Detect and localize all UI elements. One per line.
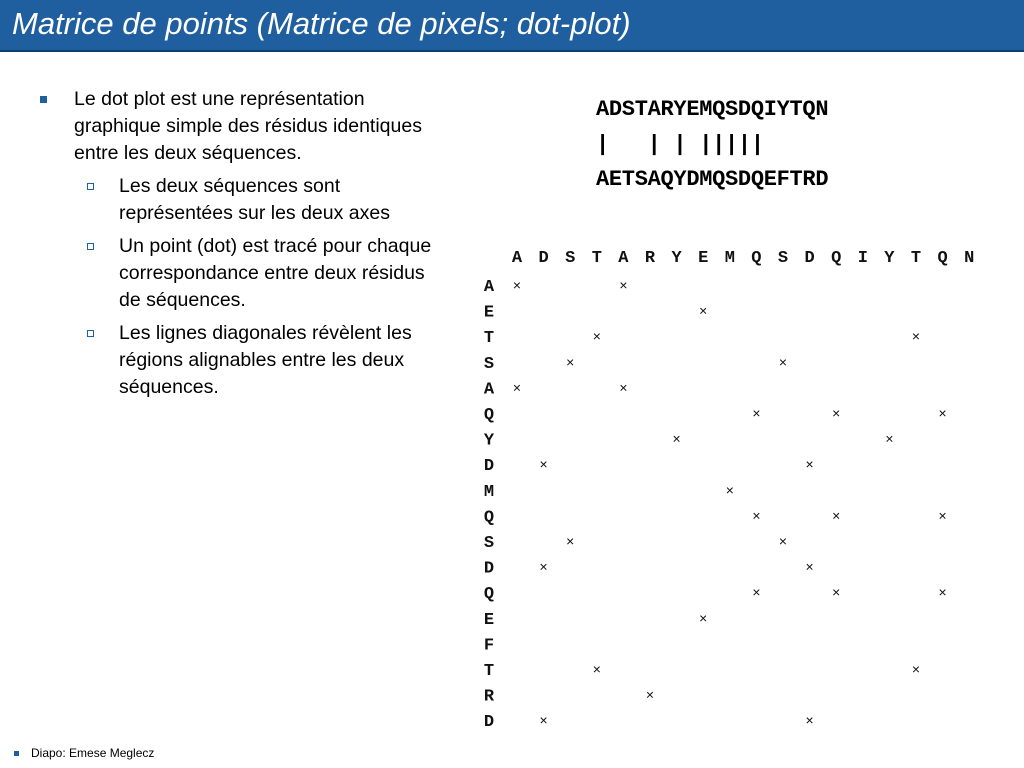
- sub-bullet-1: [36, 173, 436, 227]
- alignment-seq1: ADSTARYEMQSDQIYTQN: [596, 97, 829, 122]
- row-label: Y: [483, 431, 495, 451]
- row-label: E: [483, 303, 495, 323]
- sequence-alignment: [596, 92, 828, 197]
- column-label: T: [910, 249, 922, 268]
- column-label: Q: [831, 249, 842, 268]
- row-label: T: [483, 329, 495, 349]
- dot-mark: ×: [778, 535, 788, 551]
- dot-plot-matrix: [470, 240, 990, 735]
- bullet-list: [36, 86, 436, 401]
- row-label: S: [483, 534, 495, 553]
- dot-mark: ×: [698, 304, 708, 321]
- dot-mark: ×: [778, 355, 788, 372]
- dot-mark: ×: [592, 330, 602, 347]
- row-label: A: [483, 278, 495, 297]
- dot-mark: ×: [805, 714, 814, 731]
- dot-mark: ×: [619, 279, 628, 295]
- hollow-square-bullet-icon: [87, 330, 94, 337]
- square-bullet-icon: [14, 751, 19, 756]
- alignment-match-line: | | | |||||: [596, 132, 764, 157]
- dot-mark: ×: [539, 560, 548, 577]
- column-label: D: [804, 249, 815, 268]
- dot-mark: ×: [831, 509, 841, 526]
- dot-mark: ×: [752, 586, 761, 603]
- column-label: I: [857, 249, 868, 268]
- column-label: Q: [937, 249, 948, 268]
- dot-mark: ×: [938, 586, 947, 603]
- dot-mark: ×: [619, 381, 628, 398]
- sub-bullet-text: Les lignes diagonales révèlent les régions alignables entre les deux séquences.: [119, 322, 412, 398]
- column-label: A: [618, 249, 629, 268]
- row-label: Q: [483, 508, 495, 528]
- row-label: Q: [483, 585, 495, 605]
- dot-mark: ×: [725, 483, 735, 500]
- alignment-seq2: AETSAQYDMQSDQEFTRD: [596, 167, 829, 192]
- footer-credit: Diapo: Emese Meglecz: [31, 746, 155, 760]
- square-bullet-icon: [40, 96, 47, 103]
- row-label: D: [483, 457, 495, 477]
- title-bar: [0, 0, 1024, 52]
- row-label: M: [483, 482, 495, 502]
- dot-mark: ×: [911, 330, 921, 347]
- dot-mark: ×: [805, 560, 814, 577]
- footer: [12, 746, 154, 760]
- hollow-square-bullet-icon: [87, 183, 94, 190]
- column-label: S: [565, 249, 576, 268]
- main-bullet-text: Le dot plot est une représentation graphique simple des résidus identiques entre les deux séquences.: [74, 88, 422, 164]
- dot-mark: ×: [752, 407, 761, 423]
- dot-mark: ×: [831, 407, 841, 423]
- dot-mark: ×: [512, 381, 522, 398]
- row-label: E: [483, 610, 495, 630]
- dot-mark: ×: [539, 714, 548, 731]
- dot-mark: ×: [592, 663, 602, 679]
- column-label: S: [777, 249, 789, 268]
- dot-mark: ×: [512, 279, 522, 295]
- row-label: S: [483, 354, 495, 374]
- dot-mark: ×: [938, 509, 947, 526]
- slide-title: Matrice de points (Matrice de pixels; dot-plot): [12, 6, 631, 41]
- row-label: D: [483, 559, 495, 579]
- dot-mark: ×: [565, 535, 575, 551]
- main-bullet: [36, 86, 436, 167]
- dot-mark: ×: [672, 432, 681, 449]
- column-label: Y: [671, 249, 682, 268]
- row-label: T: [483, 662, 495, 681]
- dot-mark: ×: [645, 688, 655, 705]
- dot-mark: ×: [565, 355, 575, 372]
- dot-mark: ×: [752, 509, 761, 526]
- row-label: Q: [483, 406, 495, 425]
- column-label: M: [724, 249, 735, 268]
- column-label: E: [698, 249, 709, 268]
- sub-bullet-text: Un point (dot) est tracé pour chaque correspondance entre deux résidus de séquences.: [119, 235, 432, 311]
- dot-mark: ×: [539, 458, 548, 475]
- dot-mark: ×: [831, 586, 841, 603]
- column-label: D: [538, 249, 549, 268]
- dot-mark: ×: [938, 407, 947, 423]
- column-label: A: [511, 249, 523, 268]
- sub-bullet-text: Les deux séquences sont représentées sur les deux axes: [119, 175, 390, 224]
- column-label: N: [964, 249, 975, 268]
- row-label: R: [483, 687, 495, 707]
- row-label: A: [483, 380, 495, 400]
- hollow-square-bullet-icon: [87, 243, 94, 250]
- sub-bullet-2: [36, 233, 436, 314]
- column-label: Y: [884, 249, 895, 268]
- column-label: R: [644, 249, 656, 268]
- row-label: D: [483, 713, 495, 733]
- sub-bullet-3: [36, 320, 436, 401]
- dot-mark: ×: [885, 432, 894, 449]
- row-label: F: [483, 636, 495, 656]
- column-label: T: [591, 249, 602, 268]
- dot-mark: ×: [911, 663, 921, 679]
- column-label: Q: [751, 249, 762, 268]
- dot-mark: ×: [698, 611, 708, 628]
- dot-mark: ×: [805, 458, 814, 475]
